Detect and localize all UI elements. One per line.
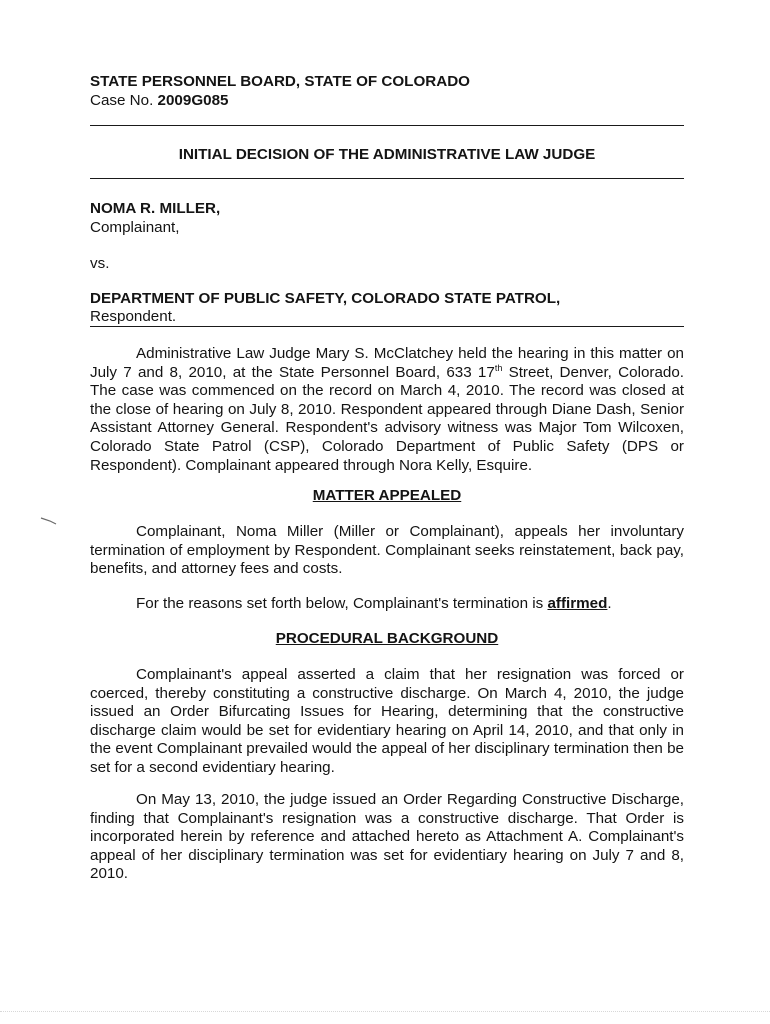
- procedural-paragraph-2: On May 13, 2010, the judge issued an Order Regarding Constructive Discharge, finding that Complainant's resignation was a constructive discharge. That Order is incorporated herein by reference and attached hereto as Attachment A. Complainant's appeal of her disciplinary termination was set for evidentiary hearing on July 7 and 8, 2010.: [90, 791, 684, 883]
- intro-text-2: Street, Denver, Colorado. The case was commenced on the record on March 4, 2010. The record was closed at the close of hearing on July 8, 2010. Respondent appeared through Diane Dash, Senior Assistant Attorney General. Respondent's advisory witness was Major Tom Wilcoxen, Colorado State Patrol (CSP), Colorado Department of Public Safety (DPS or Respondent). Complainant appeared through Nora Kelly, Esquire.: [90, 363, 685, 474]
- disposition-text: For the reasons set forth below, Complainant's termination is: [136, 595, 548, 612]
- scan-mark-icon: [40, 516, 58, 526]
- divider-parties: [90, 326, 684, 327]
- case-prefix: Case No.: [90, 92, 158, 109]
- heading-matter-appealed: MATTER APPEALED: [312, 487, 462, 504]
- complainant-role: Complainant,: [90, 219, 180, 236]
- page-bottom-edge: [0, 1011, 770, 1012]
- board-title: STATE PERSONNEL BOARD, STATE OF COLORADO: [90, 73, 470, 90]
- intro-paragraph: [90, 345, 684, 475]
- divider-title: [90, 178, 684, 179]
- case-number: 2009G085: [157, 92, 229, 109]
- divider-top: [90, 125, 684, 126]
- respondent-role: Respondent.: [90, 308, 177, 325]
- decision-title: INITIAL DECISION OF THE ADMINISTRATIVE LAW JUDGE: [178, 146, 596, 163]
- versus: vs.: [90, 255, 110, 272]
- case-number-line: [90, 92, 684, 111]
- intro-superscript: th: [494, 362, 503, 373]
- disposition-end: .: [607, 595, 612, 612]
- disposition-emphasis: affirmed: [547, 595, 608, 612]
- matter-appealed-paragraph: Complainant, Noma Miller (Miller or Complainant), appeals her involuntary termination of employment by Respondent. Complainant seeks reinstatement, back pay, benefits, and attorney fees and costs.: [90, 523, 684, 578]
- respondent-name: DEPARTMENT OF PUBLIC SAFETY, COLORADO STATE PATROL,: [90, 290, 561, 307]
- complainant-name: NOMA R. MILLER,: [90, 200, 221, 217]
- disposition-paragraph: [90, 595, 684, 614]
- intro-text-1: Administrative Law Judge Mary S. McClatchey held the hearing in this matter on July 7 and 8, 2010, at the State Personnel Board, 633 17: [90, 345, 684, 381]
- heading-procedural-background: PROCEDURAL BACKGROUND: [275, 630, 499, 647]
- procedural-paragraph-1: Complainant's appeal asserted a claim that her resignation was forced or coerced, thereby constituting a constructive discharge. On March 4, 2010, the judge issued an Order Bifurcating Issues for Hearing, determining that the constructive discharge claim would be set for evidentiary hearing on April 14, 2010, and that only in the event Complainant prevailed would the appeal of her disciplinary termination then be set for a second evidentiary hearing.: [90, 666, 684, 776]
